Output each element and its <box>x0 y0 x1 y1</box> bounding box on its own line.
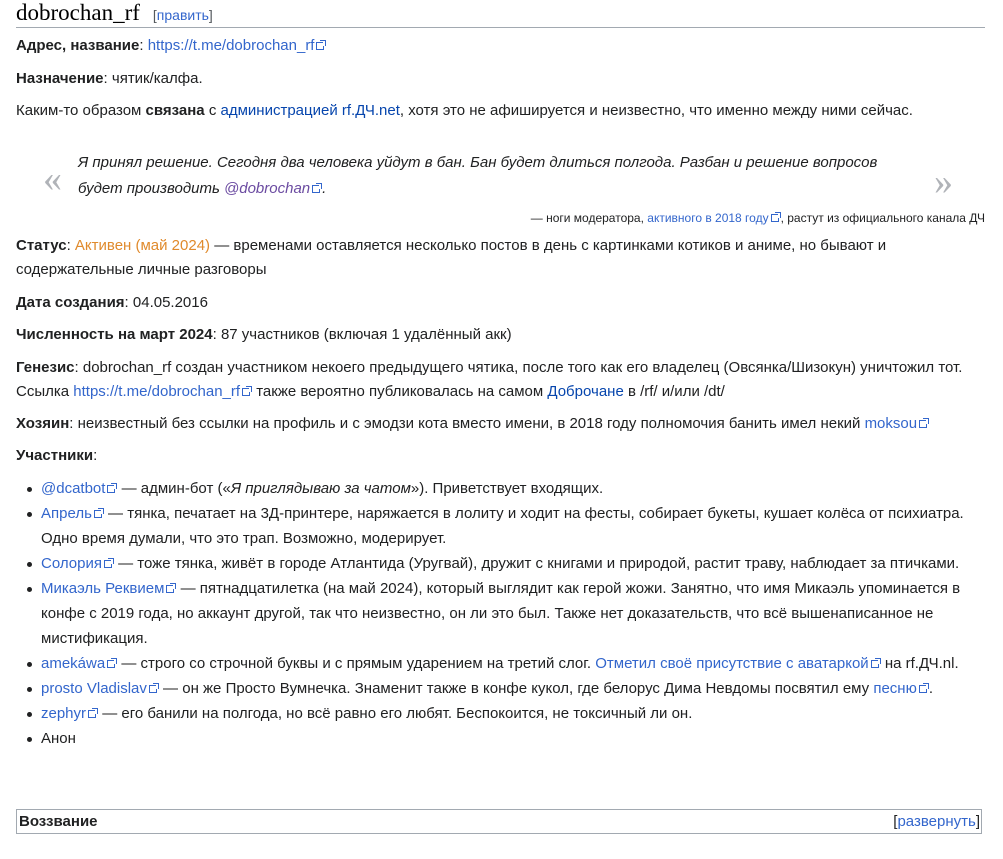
quote-open-mark: « <box>43 158 62 200</box>
administration-link[interactable]: администрацией rf.ДЧ.net <box>220 102 400 119</box>
status-line: Статус: Активен (май 2024) — временами оставляется несколько постов в день с картинками котиков и аниме, но бывают и содержательные личные разговоры <box>16 237 887 278</box>
relation-text: Каким-то образом <box>16 102 146 119</box>
member-link[interactable]: Апрель <box>41 505 104 522</box>
genesis-mid: также вероятно публиковалась на самом <box>252 383 548 400</box>
members-list <box>16 476 971 751</box>
member-text-end: »). Приветствует входящих. <box>410 480 604 497</box>
quote-body: Я принял решение. Сегодня два человека уйдут в бан. Бан будет длиться полгода. Разбан и решение вопросов будет производить <box>78 154 878 197</box>
dobrochan-link[interactable]: Доброчане <box>547 383 624 400</box>
status-rest: — временами оставляется несколько постов в день с картинками котиков и аниме, но бывают и содержательные личные разговоры <box>16 237 887 278</box>
list-item <box>16 501 971 551</box>
owner-text: неизвестный без ссылки на профиль и с эмодзи кота вместо имени, в 2018 году полномочия банить имел некий <box>77 415 865 432</box>
member-link[interactable]: @dcatbot <box>41 480 117 497</box>
expand-link[interactable]: развернуть <box>897 813 976 830</box>
member-text-end: на rf.ДЧ.nl. <box>880 655 959 672</box>
genesis-link[interactable]: https://t.me/dobrochan_rf <box>73 383 252 400</box>
edit-section: [править] <box>152 7 213 23</box>
status-value: Активен (май 2024) <box>74 237 211 254</box>
address-link[interactable]: https://t.me/dobrochan_rf <box>148 37 327 54</box>
dobrochan-channel-link[interactable]: @dobrochan <box>224 180 322 197</box>
edit-section-link[interactable]: править <box>156 7 209 23</box>
quote-text <box>78 150 908 202</box>
members-label: Участники <box>16 447 94 464</box>
member-text: — тянка, печатает на 3Д-принтере, наряжается в лолиту и ходит на фесты, собирает букеты, кушает колёса от психиатра. Одно время думали, что это трап. Возможно, модерирует. <box>41 505 964 547</box>
member-link[interactable]: Солория <box>41 555 114 572</box>
list-item <box>16 576 971 651</box>
song-link[interactable]: песню <box>873 680 929 697</box>
count-value: 87 участников (включая 1 удалённый акк) <box>220 326 512 343</box>
quote-close-mark: » <box>934 161 953 203</box>
list-item <box>16 551 971 576</box>
address-line: Адрес, название: https://t.me/dobrochan_rf <box>16 34 971 58</box>
purpose-label: Назначение <box>16 70 104 87</box>
quote-end: . <box>322 180 327 197</box>
page <box>0 0 1003 28</box>
member-text: — пятнадцатилетка (на май 2024), который выглядит как герой жожи. Занятно, что имя Микаэль упоминается в конфе с 2019 года, но аккаунт другой, так что неизвестно, он ли это был. Также нет доказательств, что всё вышенаписанное не мистификация. <box>41 580 961 647</box>
created-value: 04.05.2016 <box>132 294 208 311</box>
quote-block <box>16 144 966 210</box>
genesis-line: Генезис: dobrochan_rf создан участником некоего предыдущего чятика, после того как его владелец (Овсянка/Шизокун) уничтожил тот. Ссылка https://t.me/dobrochan_rf также вероятно публиковалась на самом Доброчане в /rf/ и/или /dt/ <box>16 359 963 400</box>
count-line: Численность на март 2024: 87 участников (включая 1 удалённый акк) <box>16 326 512 343</box>
created-line: Дата создания: 04.05.2016 <box>16 294 208 311</box>
member-text: — его банили на полгода, но всё равно его любят. Беспокоится, не токсичный ли он. <box>98 705 693 722</box>
member-link[interactable]: Микаэль Реквием <box>41 580 176 597</box>
moksou-link[interactable]: moksou <box>865 415 930 432</box>
member-link[interactable]: amekáwa <box>41 655 117 672</box>
purpose-line: Назначение: чятик/калфа. <box>16 70 203 87</box>
member-link[interactable]: prosto Vladislav <box>41 680 159 697</box>
member-text: — строго со строчной буквы и с прямым ударением на третий слог. <box>117 655 596 672</box>
collapsible-box <box>16 809 982 834</box>
genesis-label: Генезис <box>16 359 75 376</box>
purpose-value: чятик/калфа. <box>111 70 203 87</box>
avatar-presence-link[interactable]: Отметил своё присутствие с аватаркой <box>595 655 880 672</box>
genesis-text: dobrochan_rf создан участником некоего предыдущего чятика, после того как его владелец (Овсянка/Шизокун) уничтожил тот. Ссылка <box>16 359 963 400</box>
collapsible-title: Воззвание <box>19 813 98 830</box>
relation-bold: связана <box>145 102 205 119</box>
list-item <box>16 476 971 501</box>
member-text: — тоже тянка, живёт в городе Атлантида (Уругвай), дружит с книгами и природой, растит траву, наблюдает за птичками. <box>113 555 960 572</box>
list-item <box>16 676 971 701</box>
count-label: Численность на март 2024 <box>16 326 213 343</box>
member-quote: Я приглядываю за чатом <box>230 480 411 497</box>
list-item <box>16 651 971 676</box>
section-heading <box>16 0 985 28</box>
member-text-end: . <box>928 680 934 697</box>
address-label: Адрес, название <box>16 37 140 54</box>
quote-source-pre: — ноги модератора, <box>530 211 648 225</box>
status-label: Статус <box>16 237 67 254</box>
quote-source <box>531 211 985 225</box>
moderator-active-link[interactable]: активного в 2018 году <box>647 211 780 225</box>
relation-mid: с <box>204 102 221 119</box>
list-item <box>16 726 971 751</box>
relation-post: , хотя это не афишируется и неизвестно, что именно между ними сейчас. <box>399 102 913 119</box>
member-text: Анон <box>41 730 76 747</box>
collapsible-toggle: [развернуть] <box>893 813 980 830</box>
relation-line <box>16 99 971 123</box>
owner-label: Хозяин <box>16 415 70 432</box>
members-heading: Участники: <box>16 447 98 464</box>
member-text: — админ-бот (« <box>117 480 231 497</box>
member-text: — он же Просто Вумнечка. Знаменит также в конфе кукол, где белорус Дима Невдомы посвятил ему <box>158 680 874 697</box>
list-item <box>16 701 971 726</box>
owner-line: Хозяин: неизвестный без ссылки на профиль и с эмодзи кота вместо имени, в 2018 году полномочия банить имел некий moksou <box>16 412 971 436</box>
quote-source-post: , растут из официального канала ДЧ <box>780 211 985 225</box>
member-link[interactable]: zephyr <box>41 705 98 722</box>
created-label: Дата создания <box>16 294 125 311</box>
genesis-post: в /rf/ и/или /dt/ <box>623 383 725 400</box>
section-title: dobrochan_rf <box>16 0 140 25</box>
